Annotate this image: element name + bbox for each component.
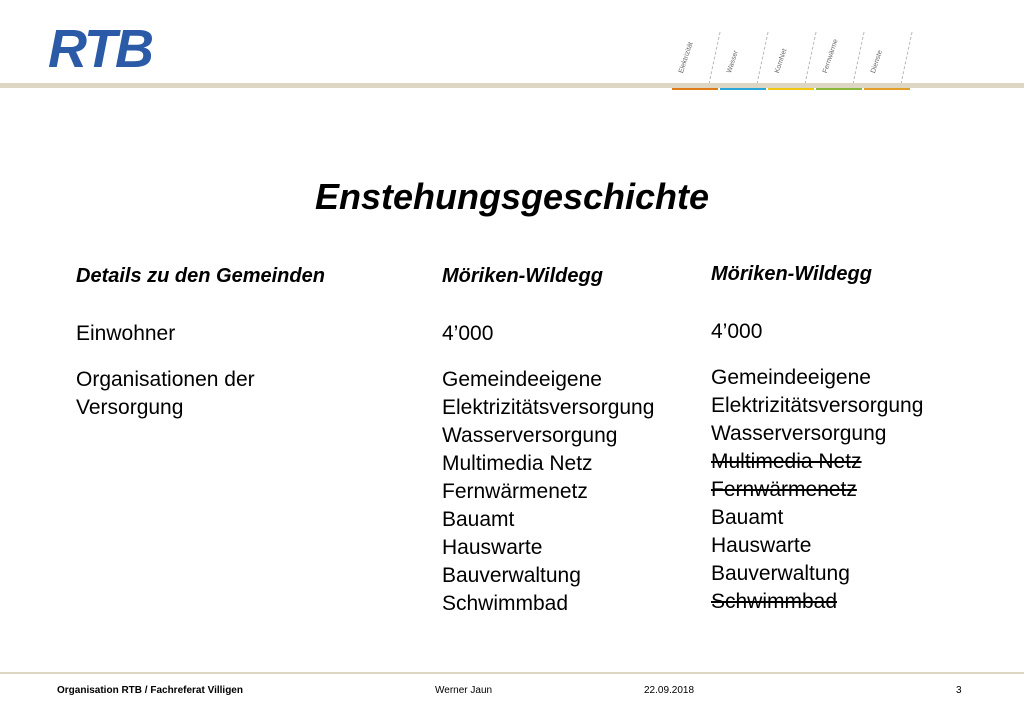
residents-value: 4’000 <box>442 322 494 345</box>
org-item-struck: Fernwärmenetz <box>711 478 857 501</box>
rtb-logo: RTB <box>48 19 153 79</box>
org-item: Hauswarte <box>442 536 543 559</box>
slide-title: Enstehungsgeschichte <box>314 176 710 217</box>
tab-label: Fernwärme <box>822 38 840 75</box>
org-item: Wasserversorgung <box>442 424 618 447</box>
tab-label: KomNet <box>774 47 789 75</box>
orgs-label-line: Organisationen der <box>76 368 255 391</box>
org-item: Elektrizitätsversorgung <box>711 394 924 417</box>
org-item-struck: Schwimmbad <box>711 590 838 613</box>
column-heading: Möriken-Wildegg <box>711 263 872 285</box>
tab-elektrizitaet[interactable] <box>670 28 718 90</box>
tab-label: Wasser <box>726 49 740 75</box>
column-heading: Möriken-Wildegg <box>442 265 603 287</box>
column-heading: Details zu den Gemeinden <box>76 265 325 287</box>
header-rule <box>0 83 1024 88</box>
orgs-label-line: Versorgung <box>76 396 184 419</box>
org-item-struck: Multimedia Netz <box>711 450 862 473</box>
footer-page-number: 3 <box>956 685 962 696</box>
tab-dienste[interactable] <box>862 28 910 90</box>
org-item: Hauswarte <box>711 534 812 557</box>
footer-organisation: Organisation RTB / Fachreferat Villigen <box>57 685 243 696</box>
org-item: Bauamt <box>711 506 784 529</box>
residents-label: Einwohner <box>76 322 176 345</box>
residents-value: 4’000 <box>711 320 763 343</box>
org-item: Elektrizitätsversorgung <box>442 396 655 419</box>
footer-rule <box>0 672 1024 674</box>
org-item: Gemeindeeigene <box>711 366 871 389</box>
org-item: Multimedia Netz <box>442 452 593 475</box>
footer-author: Werner Jaun <box>435 685 493 696</box>
org-item: Bauverwaltung <box>711 562 850 585</box>
org-item: Bauverwaltung <box>442 564 581 587</box>
column-details <box>76 262 325 422</box>
category-tabs <box>670 28 920 90</box>
org-item: Fernwärmenetz <box>442 480 588 503</box>
column-moeriken-wildegg-after <box>711 260 923 616</box>
footer-date: 22.09.2018 <box>644 685 695 696</box>
org-item: Wasserversorgung <box>711 422 887 445</box>
org-item: Gemeindeeigene <box>442 368 602 391</box>
tab-komnet[interactable] <box>766 28 814 90</box>
tab-label: Dienste <box>870 49 884 75</box>
org-item: Bauamt <box>442 508 515 531</box>
tab-label: Elektrizität <box>678 41 695 75</box>
tab-fernwaerme[interactable] <box>814 28 862 90</box>
tab-divider <box>900 32 912 84</box>
column-moeriken-wildegg-before <box>442 262 654 618</box>
tab-wasser[interactable] <box>718 28 766 90</box>
org-item: Schwimmbad <box>442 592 569 615</box>
